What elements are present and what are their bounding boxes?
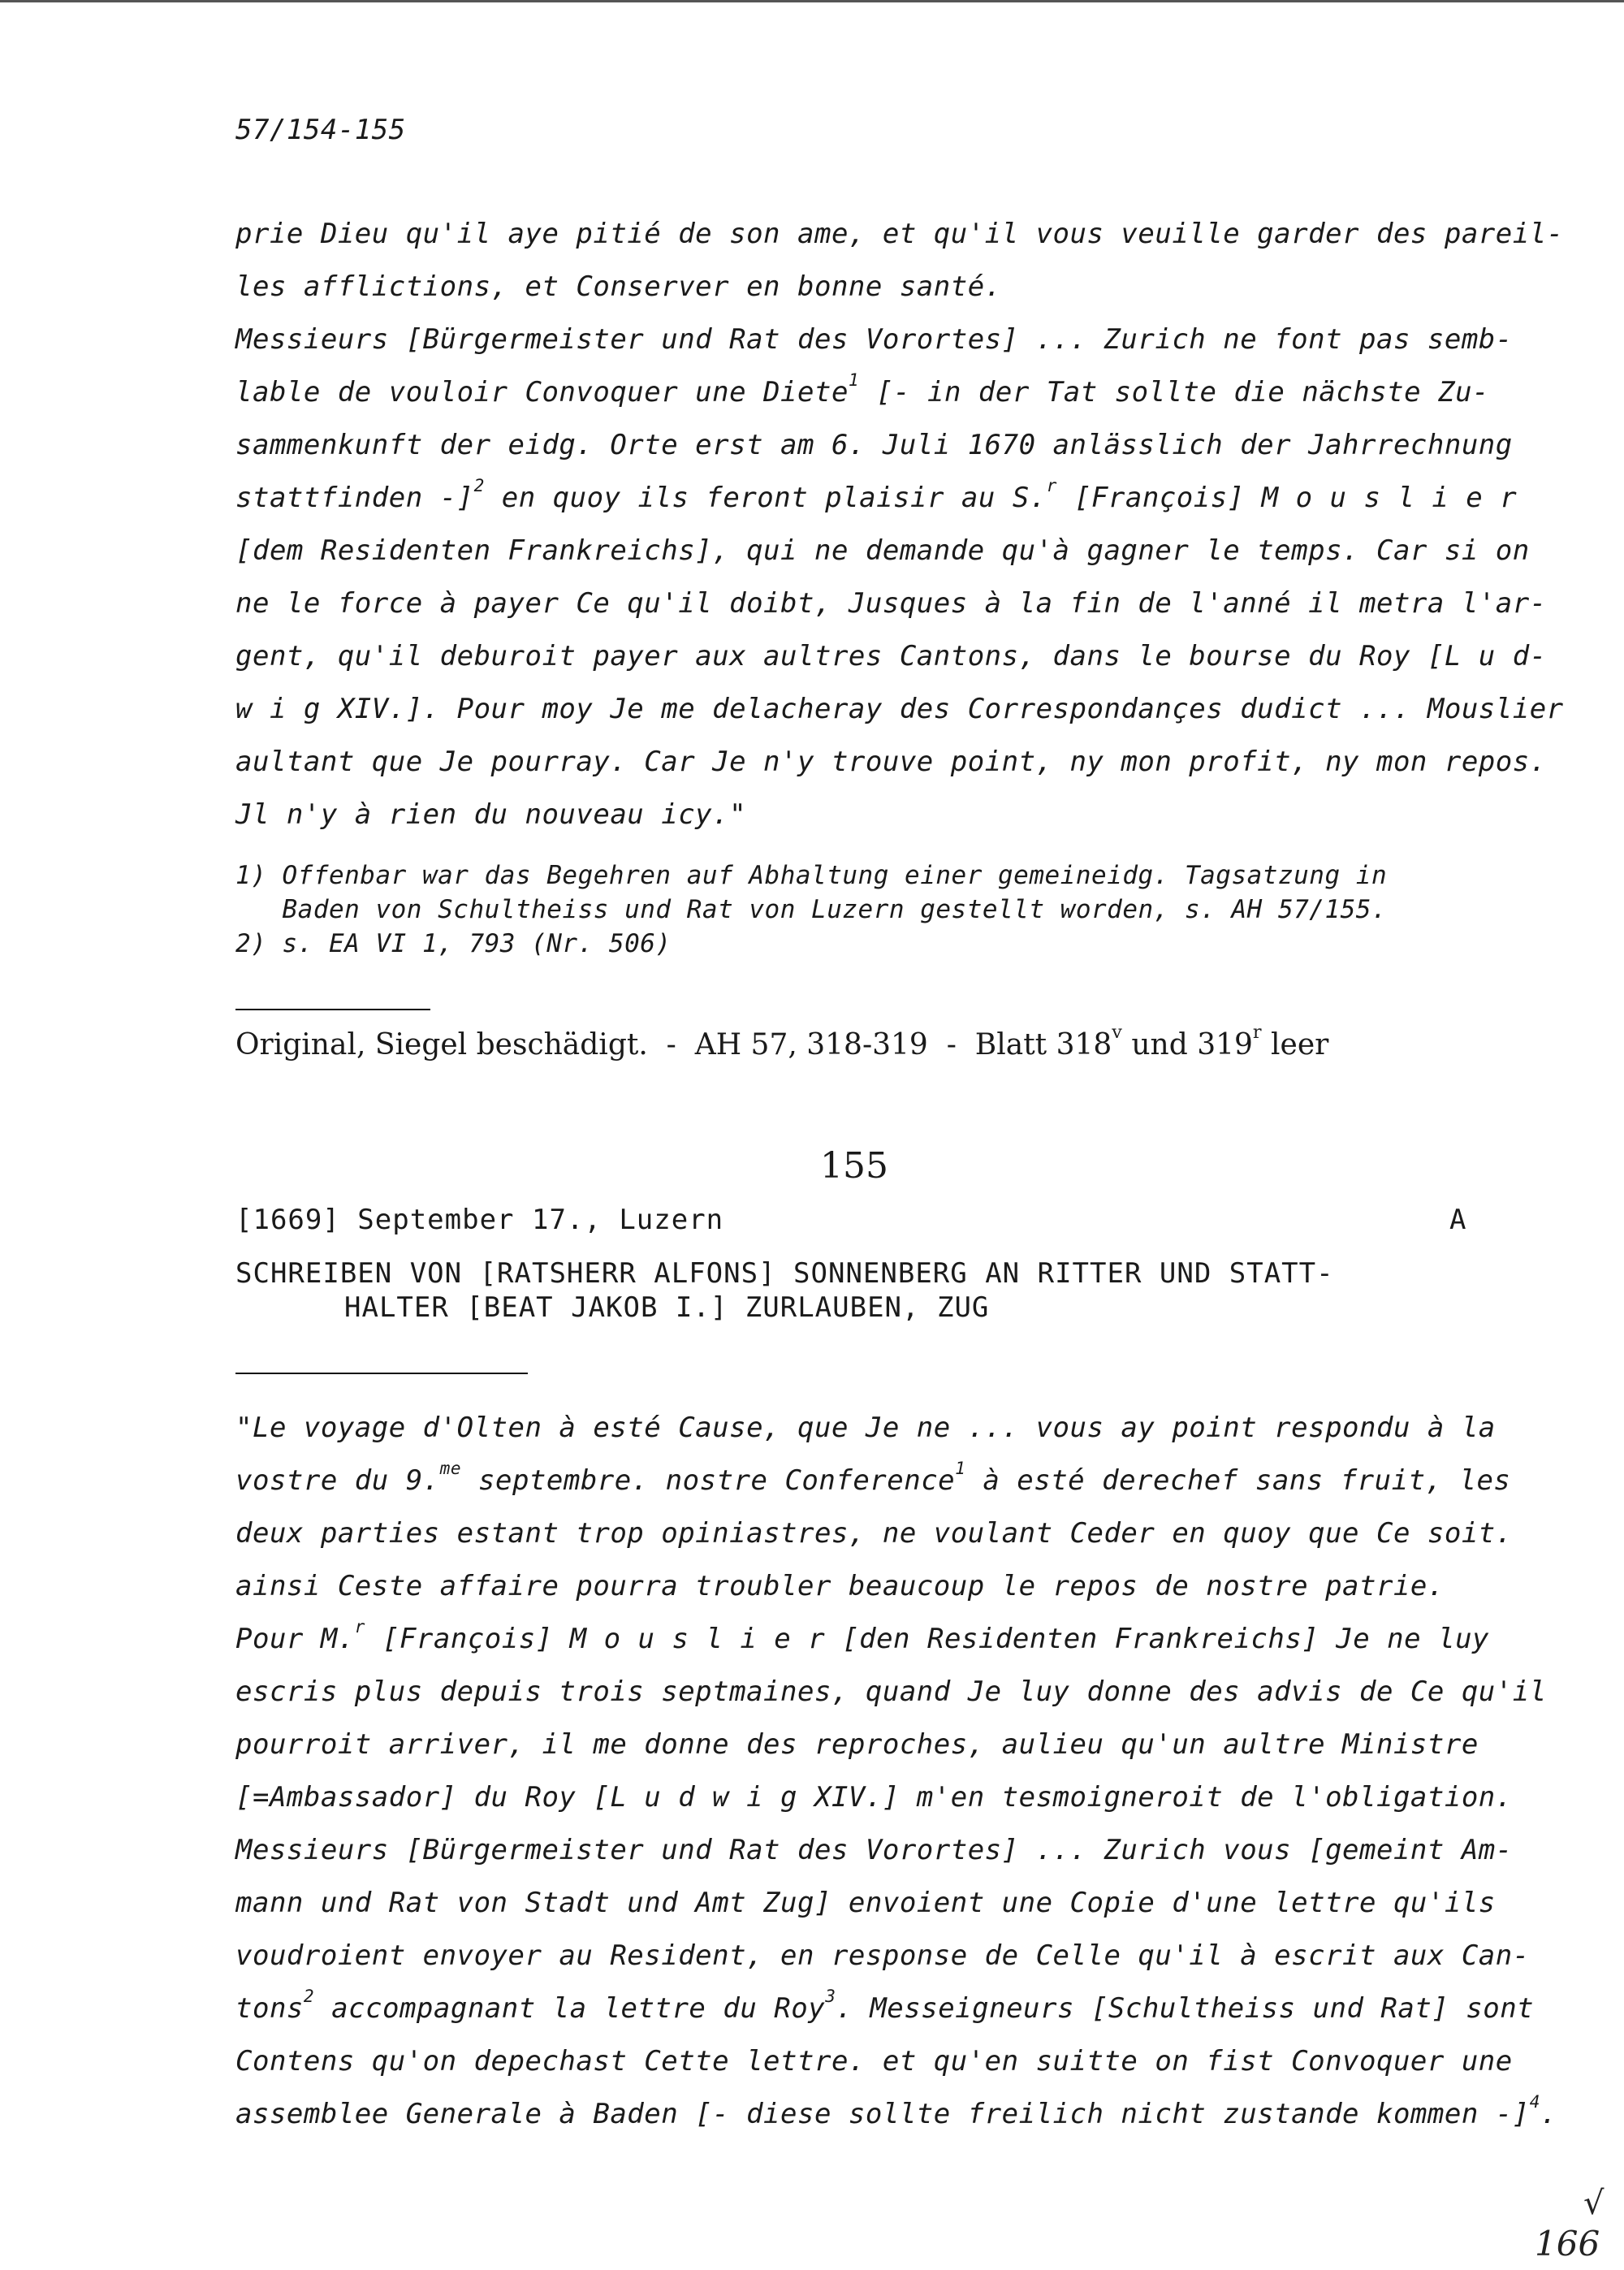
text-line: Pour M.$^r$ [François] M o u s l i e r [den Residenten Frankreichs] Je ne luy xyxy=(235,1616,1490,1655)
text-line: ne le force à payer Ce qu'il doibt, Jusques à la fin de l'anné il metra l'ar- xyxy=(235,587,1547,620)
footnote: 1) Offenbar war das Begehren auf Abhaltung einer gemeineidg. Tagsatzung in xyxy=(235,861,1388,890)
superscript: r xyxy=(354,1616,365,1637)
text-line: mann und Rat von Stadt und Amt Zug] envoient une Copie d'une lettre qu'ils xyxy=(235,1887,1496,1919)
text-line: les afflictions, et Conserver en bonne santé. xyxy=(235,270,1002,303)
text-line: Contens qu'on depechast Cette lettre. et qu'en suitte on fist Convoquer une xyxy=(235,2045,1513,2078)
text-line: gent, qu'il deburoit payer aux aultres Cantons, dans le bourse du Roy [L u d- xyxy=(235,640,1547,672)
footnote-marker: 4 xyxy=(1529,2091,1540,2112)
text-line: "Le voyage d'Olten à esté Cause, que Je ne ... vous ay point respondu à la xyxy=(235,1412,1496,1444)
text-line: escris plus depuis trois septmaines, quand Je luy donne des advis de Ce qu'il xyxy=(235,1675,1547,1708)
footnote: 2) s. EA VI 1, 793 (Nr. 506) xyxy=(235,929,672,958)
text-line: voudroient envoyer au Resident, en response de Celle qu'il à escrit aux Can- xyxy=(235,1939,1530,1972)
top-border xyxy=(0,0,1624,2)
text-line: Jl n'y à rien du nouveau icy." xyxy=(235,798,747,831)
text-line: vostre du 9.$^{me}$ septembre. nostre Conference$^1$ à esté derechef sans fruit, les xyxy=(235,1458,1511,1497)
footnote-marker: 1 xyxy=(955,1458,966,1479)
text-line: lable de vouloir Convoquer une Diete$^1$ [- in der Tat sollte die nächste Zu- xyxy=(235,370,1490,409)
text-line: sammenkunft der eidg. Orte erst am 6. Juli 1670 anlässlich der Jahrrechnung xyxy=(235,429,1513,461)
text-line: tons$^2$ accompagnant la lettre du Roy$^3$. Messeigneurs [Schultheiss und Rat] sont xyxy=(235,1986,1535,2025)
document-date: [1669] September 17., Luzern xyxy=(235,1204,724,1236)
footnote-marker: 1 xyxy=(848,370,860,391)
text-line: pourroit arriver, il me donne des reproches, aulieu qu'un aultre Ministre xyxy=(235,1728,1479,1761)
handwritten-folio-number: 166 xyxy=(1535,2224,1600,2264)
superscript: me xyxy=(439,1458,462,1479)
document-letter: A xyxy=(1449,1204,1467,1236)
page-reference: 57/154-155 xyxy=(235,114,406,146)
footnote-marker: 2 xyxy=(473,475,485,496)
text-line: deux parties estant trop opiniastres, ne voulant Ceder en quoy que Ce soit. xyxy=(235,1517,1513,1550)
document-title-line: SCHREIBEN VON [RATSHERR ALFONS] SONNENBERG AN RITTER UND STATT- xyxy=(235,1257,1334,1290)
handwritten-check-mark: √ xyxy=(1583,2185,1605,2222)
footnote-marker: 2 xyxy=(303,1986,315,2007)
text-line: ainsi Ceste affaire pourra troubler beaucoup le repos de nostre patrie. xyxy=(235,1570,1445,1602)
text-line: w i g XIV.]. Pour moy Je me delacheray des Correspondançes dudict ... Mouslier xyxy=(235,693,1564,725)
text-line: [dem Residenten Frankreichs], qui ne demande qu'à gagner le temps. Car si on xyxy=(235,534,1530,567)
text-line: prie Dieu qu'il aye pitié de son ame, et qu'il vous veuille garder des pareil- xyxy=(235,218,1564,250)
text-line: aultant que Je pourray. Car Je n'y trouve point, ny mon profit, ny mon repos. xyxy=(235,746,1547,778)
text-line: assemblee Generale à Baden [- diese sollte freilich nicht zustande kommen -]$^4$. xyxy=(235,2091,1557,2130)
text-line: [=Ambassador] du Roy [L u d w i g XIV.] m'en tesmoigneroit de l'obligation. xyxy=(235,1781,1513,1814)
superscript: r xyxy=(1046,475,1057,496)
text-line: stattfinden -]$^2$ en quoy ils feront plaisir au S.$^r$ [François] M o u s l i e r xyxy=(235,475,1518,514)
footnote: Baden von Schultheiss und Rat von Luzern gestellt worden, s. AH 57/155. xyxy=(235,895,1388,924)
text-line: Messieurs [Bürgermeister und Rat des Vorortes] ... Zurich ne font pas semb- xyxy=(235,323,1513,356)
separator-rule xyxy=(235,1009,430,1010)
separator-rule xyxy=(235,1373,528,1374)
text-line: Messieurs [Bürgermeister und Rat des Vorortes] ... Zurich vous [gemeint Am- xyxy=(235,1834,1513,1866)
footnote-marker: 3 xyxy=(825,1986,836,2007)
document-number: 155 xyxy=(820,1145,888,1187)
document-title-line: HALTER [BEAT JAKOB I.] ZURLAUBEN, ZUG xyxy=(344,1291,990,1324)
source-note: Original, Siegel beschädigt. - AH 57, 318-319 - Blatt 318$^v$ und 319$^r$ leer xyxy=(235,1021,1329,1061)
